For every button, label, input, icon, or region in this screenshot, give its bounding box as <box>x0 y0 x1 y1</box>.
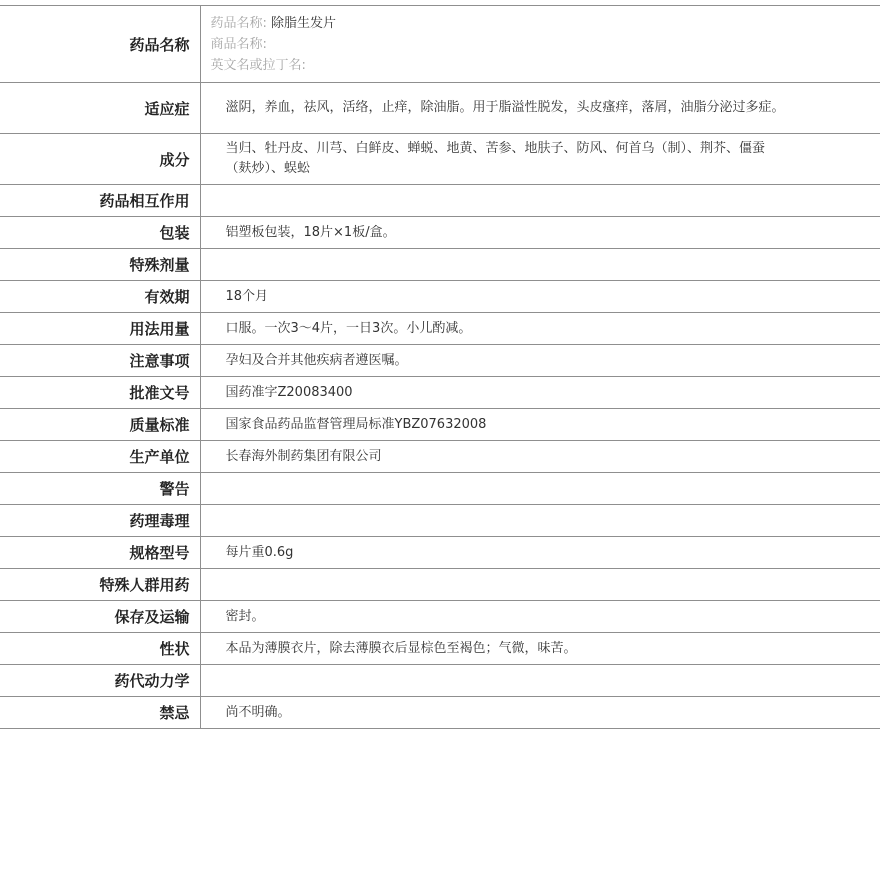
table-row <box>0 601 880 633</box>
row-label: 用法用量 <box>0 313 200 345</box>
row-label: 注意事项 <box>0 345 200 377</box>
row-value: 滋阴，养血，祛风，活络，止痒，除油脂。用于脂溢性脱发，头皮瘙痒，落屑，油脂分泌过多症。 <box>225 100 785 115</box>
row-label: 规格型号 <box>0 537 200 569</box>
row-value <box>200 249 880 281</box>
row-value: 尚不明确。 <box>225 704 291 720</box>
row-label: 保存及运输 <box>0 601 200 633</box>
row-label: 成分 <box>0 134 200 185</box>
row-label: 有效期 <box>0 281 200 313</box>
drug-name-line <box>211 13 791 34</box>
row-value: 当归、牡丹皮、川芎、白鲜皮、蝉蜕、地黄、苦参、地肤子、防风、何首乌（制）、荆芥、僵蚕（麸炒）、蜈蚣 <box>225 141 766 176</box>
table-row <box>0 249 880 281</box>
table-row <box>0 537 880 569</box>
row-value: 国药准字Z20083400 <box>225 384 353 400</box>
row-label: 药理毒理 <box>0 505 200 537</box>
row-value: 铝塑板包装，18片×1板/盒。 <box>225 224 396 240</box>
row-label: 生产单位 <box>0 441 200 473</box>
table-row <box>0 281 880 313</box>
row-value: 本品为薄膜衣片，除去薄膜衣后显棕色至褐色；气微，味苦。 <box>225 640 577 656</box>
row-value: 国家食品药品监督管理局标准YBZ07632008 <box>225 416 487 432</box>
row-value <box>200 185 880 217</box>
english-name-label: 英文名或拉丁名: <box>210 57 306 73</box>
row-value: 18个月 <box>225 288 269 304</box>
row-value: 长春海外制药集团有限公司 <box>225 448 382 464</box>
table-row <box>0 83 880 134</box>
row-value <box>200 569 880 601</box>
drug-spec-table <box>0 5 880 729</box>
row-label: 特殊剂量 <box>0 249 200 281</box>
row-label: 药代动力学 <box>0 665 200 697</box>
table-row <box>0 473 880 505</box>
table-row <box>0 569 880 601</box>
table-row <box>0 377 880 409</box>
table-row <box>0 665 880 697</box>
drug-name-value: 除脂生发片 <box>271 15 337 31</box>
row-label: 警告 <box>0 473 200 505</box>
table-row <box>0 409 880 441</box>
row-label: 性状 <box>0 633 200 665</box>
row-value <box>200 473 880 505</box>
row-value <box>200 505 880 537</box>
row-label: 药品名称 <box>0 6 200 83</box>
table-row <box>0 697 880 729</box>
drug-name-label: 药品名称: <box>210 15 267 31</box>
table-row <box>0 345 880 377</box>
table-row <box>0 185 880 217</box>
table-row <box>0 134 880 185</box>
row-label: 适应症 <box>0 83 200 134</box>
row-label: 质量标准 <box>0 409 200 441</box>
row-label: 特殊人群用药 <box>0 569 200 601</box>
product-name-block <box>200 6 880 83</box>
row-value: 孕妇及合并其他疾病者遵医嘱。 <box>225 352 408 368</box>
row-label: 禁忌 <box>0 697 200 729</box>
row-value: 密封。 <box>225 608 265 624</box>
row-label: 批准文号 <box>0 377 200 409</box>
row-value: 口服。一次3～4片，一日3次。小儿酌减。 <box>225 320 472 336</box>
table-row <box>0 505 880 537</box>
table-row <box>0 633 880 665</box>
table-row <box>0 441 880 473</box>
row-label: 包装 <box>0 217 200 249</box>
trade-name-label: 商品名称: <box>210 36 267 52</box>
row-value <box>200 665 880 697</box>
table-row <box>0 313 880 345</box>
row-value: 每片重0.6g <box>225 544 294 560</box>
table-row <box>0 217 880 249</box>
product-name-row <box>0 6 880 83</box>
row-label: 药品相互作用 <box>0 185 200 217</box>
